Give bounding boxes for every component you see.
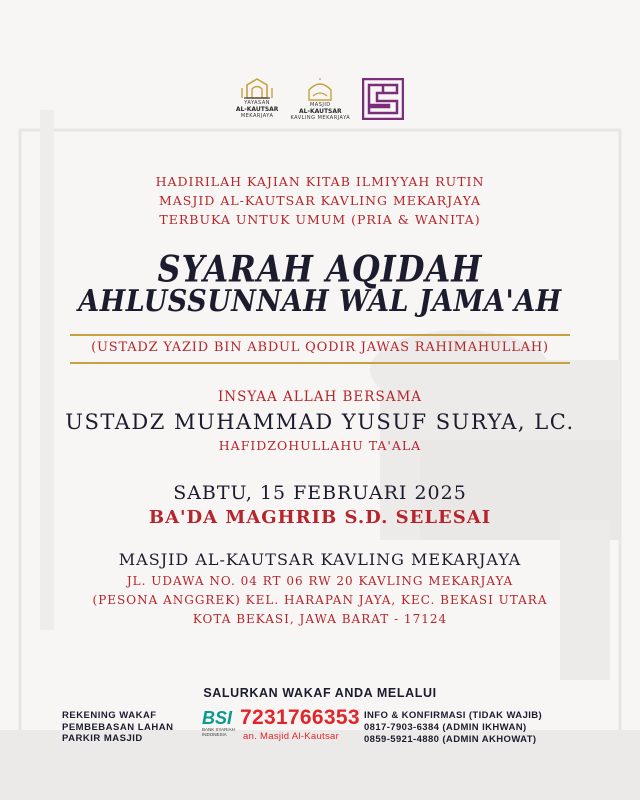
- masjid-top-text: MASJID: [309, 102, 331, 108]
- yayasan-name-text: AL-KAUTSAR: [235, 106, 279, 113]
- address-line: JL. UDAWA NO. 04 RT 06 RW 20 KAVLING MEKARJAYA: [126, 574, 514, 588]
- masjid-logo: [290, 78, 350, 121]
- divider-bottom: [70, 362, 570, 364]
- venue-address: [0, 572, 640, 629]
- speaker-honorific: HAFIDZOHULLAHU TA'ALA: [218, 438, 422, 453]
- logo-row: [0, 78, 640, 121]
- title-line-1: SYARAH AQIDAH: [157, 247, 483, 291]
- divider-top: [70, 334, 570, 336]
- account-holder: an. Masjid Al-Kautsar: [243, 731, 340, 742]
- donation-footer: [62, 707, 582, 751]
- masjid-dome-icon: [301, 78, 339, 102]
- bsi-name: BSI: [202, 708, 233, 728]
- wakaf-heading: SALURKAN WAKAF ANDA MELALUI: [203, 686, 437, 700]
- yayasan-sub-text: MEKARJAYA: [240, 113, 274, 119]
- masjid-name-text: AL-KAUTSAR: [299, 108, 342, 115]
- yayasan-emblem-icon: [238, 78, 276, 100]
- bsi-subtitle: BANK SYARIAH INDONESIA: [202, 727, 235, 737]
- account-number: 7231766353: [240, 706, 360, 729]
- contact-info: [364, 710, 542, 746]
- kufic-square-icon: [362, 78, 404, 120]
- venue-name: MASJID AL-KAUTSAR KAVLING MEKARJAYA: [118, 550, 522, 569]
- contact-ikhwan: 0817-7903-6384 (ADMIN IKHWAN): [364, 722, 527, 733]
- contact-akhowat: 0859-5921-4880 (ADMIN AKHOWAT): [364, 734, 537, 745]
- bsi-logo: [202, 709, 236, 737]
- address-line: (PESONA ANGGREK) KEL. HARAPAN JAYA, KEC. BEKASI UTARA: [92, 593, 548, 607]
- info-heading: INFO & KONFIRMASI (TIDAK WAJIB): [364, 710, 543, 721]
- account-label-line: PEMBEBASAN LAHAN: [62, 721, 174, 733]
- intro-line: MASJID AL-KAUTSAR KAVLING MEKARJAYA: [158, 193, 482, 208]
- kufic-logo: [362, 78, 404, 121]
- event-date: SABTU, 15 FEBRUARI 2025: [173, 482, 467, 504]
- account-label: [62, 710, 173, 745]
- speaker-name: USTADZ MUHAMMAD YUSUF SURYA, LC.: [65, 410, 575, 434]
- title-line-2: AHLUSSUNNAH WAL JAMA'AH: [78, 284, 562, 319]
- account-label-line: REKENING WAKAF: [62, 710, 157, 721]
- yayasan-top-text: YAYASAN: [244, 100, 270, 106]
- yayasan-logo: [236, 78, 279, 121]
- intro-line: TERBUKA UNTUK UMUM (PRIA & WANITA): [159, 212, 481, 227]
- intro-text: [0, 172, 640, 229]
- account-label-line: PARKIR MASJID: [62, 733, 143, 744]
- event-time: BA'DA MAGHRIB S.D. SELESAI: [148, 507, 492, 528]
- masjid-sub-text: KAVLING MEKARJAYA: [290, 115, 351, 121]
- with-label: INSYAA ALLAH BERSAMA: [217, 389, 423, 405]
- intro-line: HADIRILAH KAJIAN KITAB ILMIYYAH RUTIN: [155, 174, 485, 189]
- book-author: (USTADZ YAZID BIN ABDUL QODIR JAWAS RAHIMAHULLAH): [91, 340, 549, 355]
- address-line: KOTA BEKASI, JAWA BARAT - 17124: [192, 612, 448, 626]
